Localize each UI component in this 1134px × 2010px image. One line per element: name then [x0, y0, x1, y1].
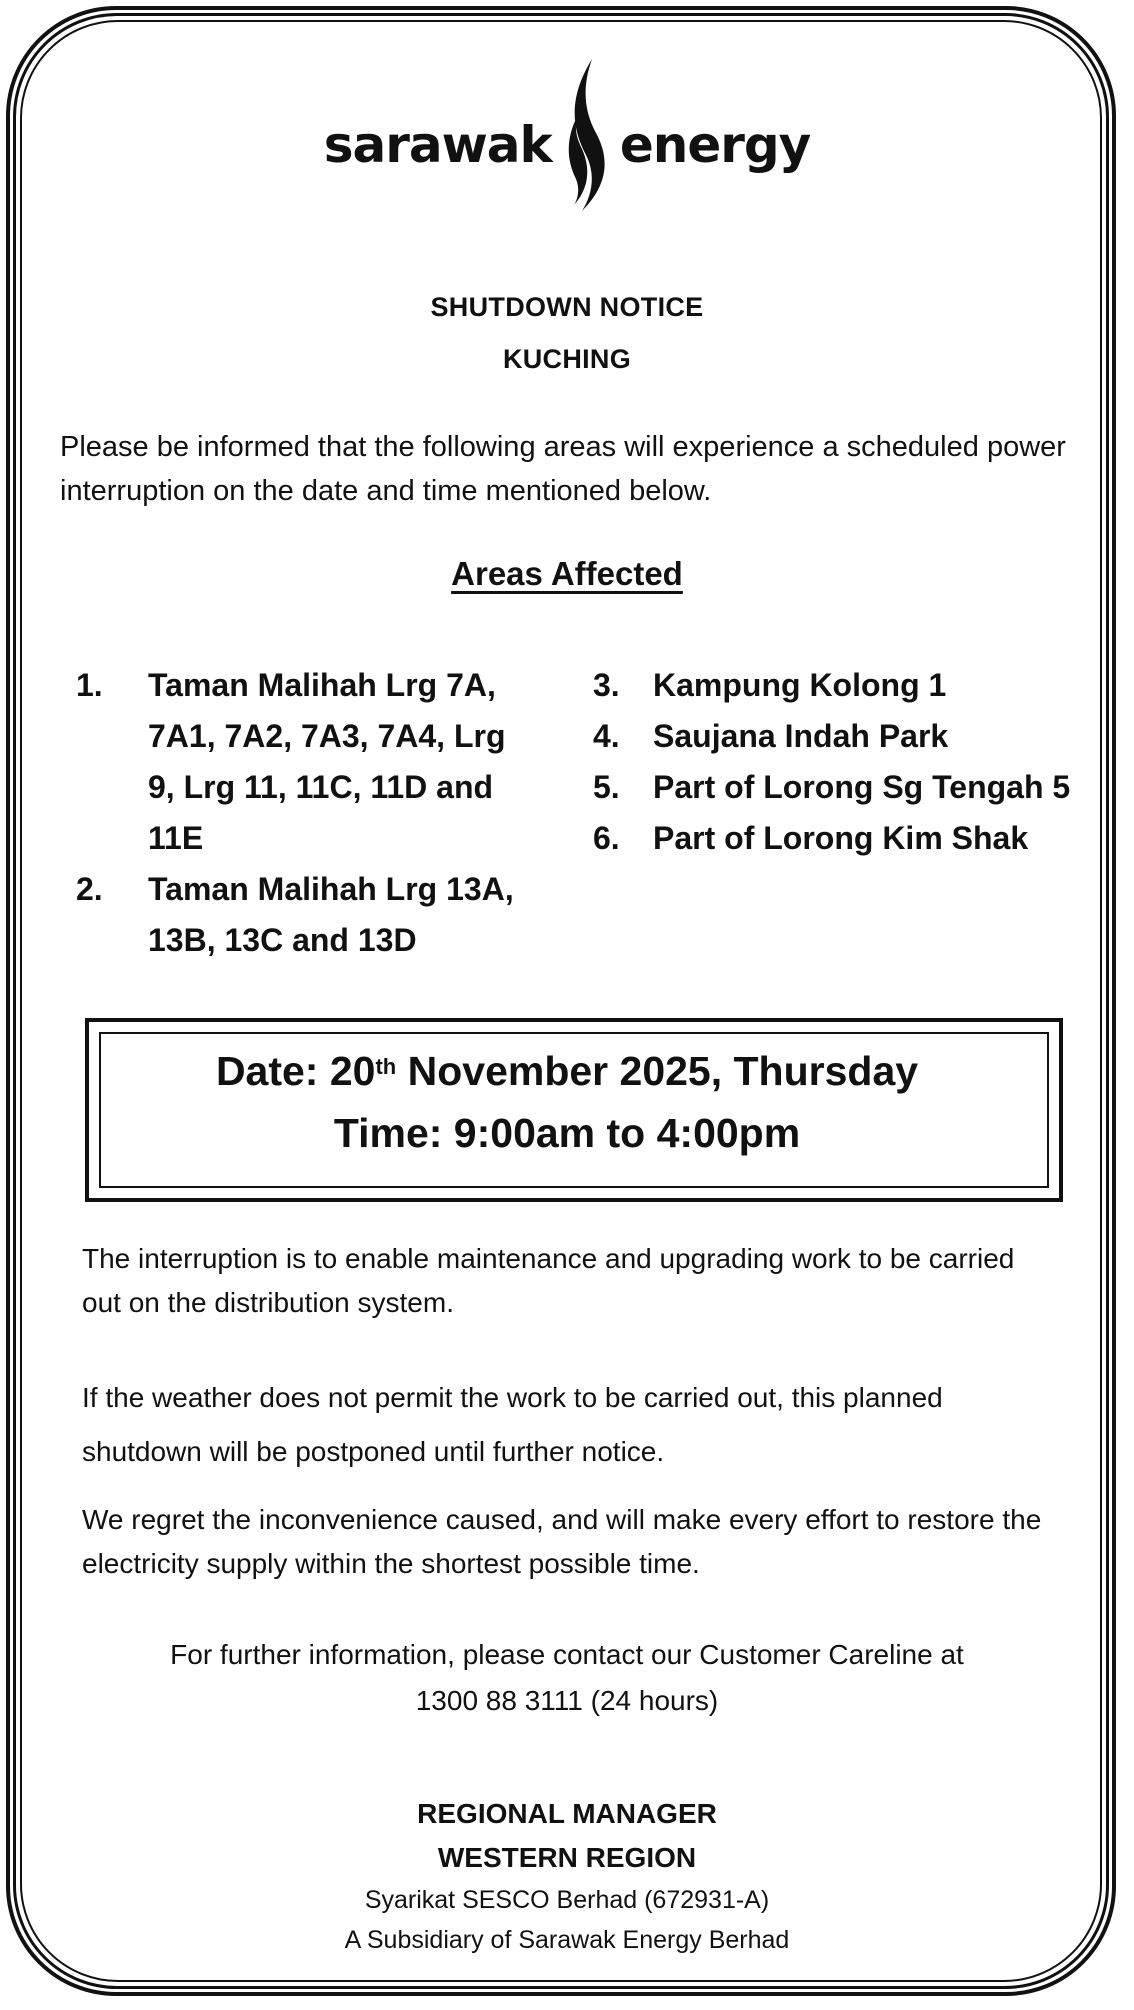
contact-info [0, 1632, 1134, 1724]
list-number: 1. [76, 667, 103, 703]
list-number: 6. [593, 820, 620, 856]
schedule-time: Time: 9:00am to 4:00pm [333, 1110, 801, 1156]
paragraph-line: The interruption is to enable maintenance and upgrading work to be carried [82, 1243, 1015, 1274]
list-line: Taman Malihah Lrg 13A, [148, 871, 514, 907]
intro-line-2: interruption on the date and time mentioned below. [60, 475, 712, 507]
signature-role: REGIONAL MANAGER [417, 1798, 717, 1829]
list-line: 13B, 13C and 13D [148, 922, 417, 958]
sarawak-energy-logo [0, 55, 1134, 215]
list-text [148, 660, 505, 864]
reason-paragraph [82, 1237, 1080, 1325]
list-text [148, 864, 514, 966]
list-line: 9, Lrg 11, 11C, 11D and [148, 769, 494, 805]
areas-list-left [76, 660, 546, 966]
areas-list-right [593, 660, 1093, 864]
schedule-text [0, 1040, 1134, 1164]
list-line: 11E [148, 820, 204, 856]
intro-paragraph [60, 425, 1080, 513]
list-item [593, 813, 1093, 864]
list-text: Part of Lorong Sg Tengah 5 [653, 769, 1071, 805]
signature-subsidiary: A Subsidiary of Sarawak Energy Berhad [344, 1926, 790, 1954]
list-item [593, 660, 1093, 711]
date-prefix: Date: 20 [215, 1048, 376, 1094]
list-number: 4. [593, 718, 620, 754]
paragraph-line: electricity supply within the shortest possible time. [82, 1548, 700, 1579]
schedule-date [0, 1040, 1134, 1102]
notice-title: SHUTDOWN NOTICE [430, 292, 704, 322]
areas-heading-wrap [0, 555, 1134, 593]
list-text: Saujana Indah Park [653, 718, 949, 754]
flame-icon [556, 55, 616, 215]
date-ordinal-suffix: th [375, 1054, 397, 1079]
list-line: 7A1, 7A2, 7A3, 7A4, Lrg [148, 718, 506, 754]
list-item [593, 711, 1093, 762]
list-text: Kampung Kolong 1 [653, 667, 947, 703]
careline-number: 1300 88 3111 (24 hours) [415, 1685, 719, 1716]
weather-paragraph [82, 1371, 1080, 1479]
list-number: 3. [593, 667, 620, 703]
notice-location: KUCHING [502, 344, 632, 374]
list-line: Taman Malihah Lrg 7A, [148, 667, 496, 703]
paragraph-line: If the weather does not permit the work to be carried out, this planned [82, 1382, 943, 1413]
list-number: 2. [76, 871, 103, 907]
date-rest: November 2025, Thursday [396, 1048, 919, 1094]
contact-line-1: For further information, please contact our Customer Careline at [170, 1639, 964, 1670]
logo-left-word: sarawak [323, 116, 552, 174]
signature-block [0, 1792, 1134, 1960]
paragraph-line: We regret the inconvenience caused, and will make every effort to restore the [82, 1504, 1042, 1535]
paragraph-line: shutdown will be postponed until further notice. [82, 1436, 665, 1467]
logo-right-word: energy [619, 116, 811, 174]
regret-paragraph [82, 1498, 1080, 1586]
list-item [593, 762, 1093, 813]
paragraph-line: out on the distribution system. [82, 1287, 454, 1318]
signature-region: WESTERN REGION [437, 1842, 697, 1873]
list-item [76, 660, 546, 864]
list-text: Part of Lorong Kim Shak [653, 820, 1029, 856]
list-number: 5. [593, 769, 620, 805]
list-item [76, 864, 546, 966]
signature-company: Syarikat SESCO Berhad (672931-A) [364, 1886, 770, 1914]
areas-heading: Areas Affected [451, 555, 683, 592]
intro-line-1: Please be informed that the following areas will experience a scheduled power [60, 431, 1066, 463]
